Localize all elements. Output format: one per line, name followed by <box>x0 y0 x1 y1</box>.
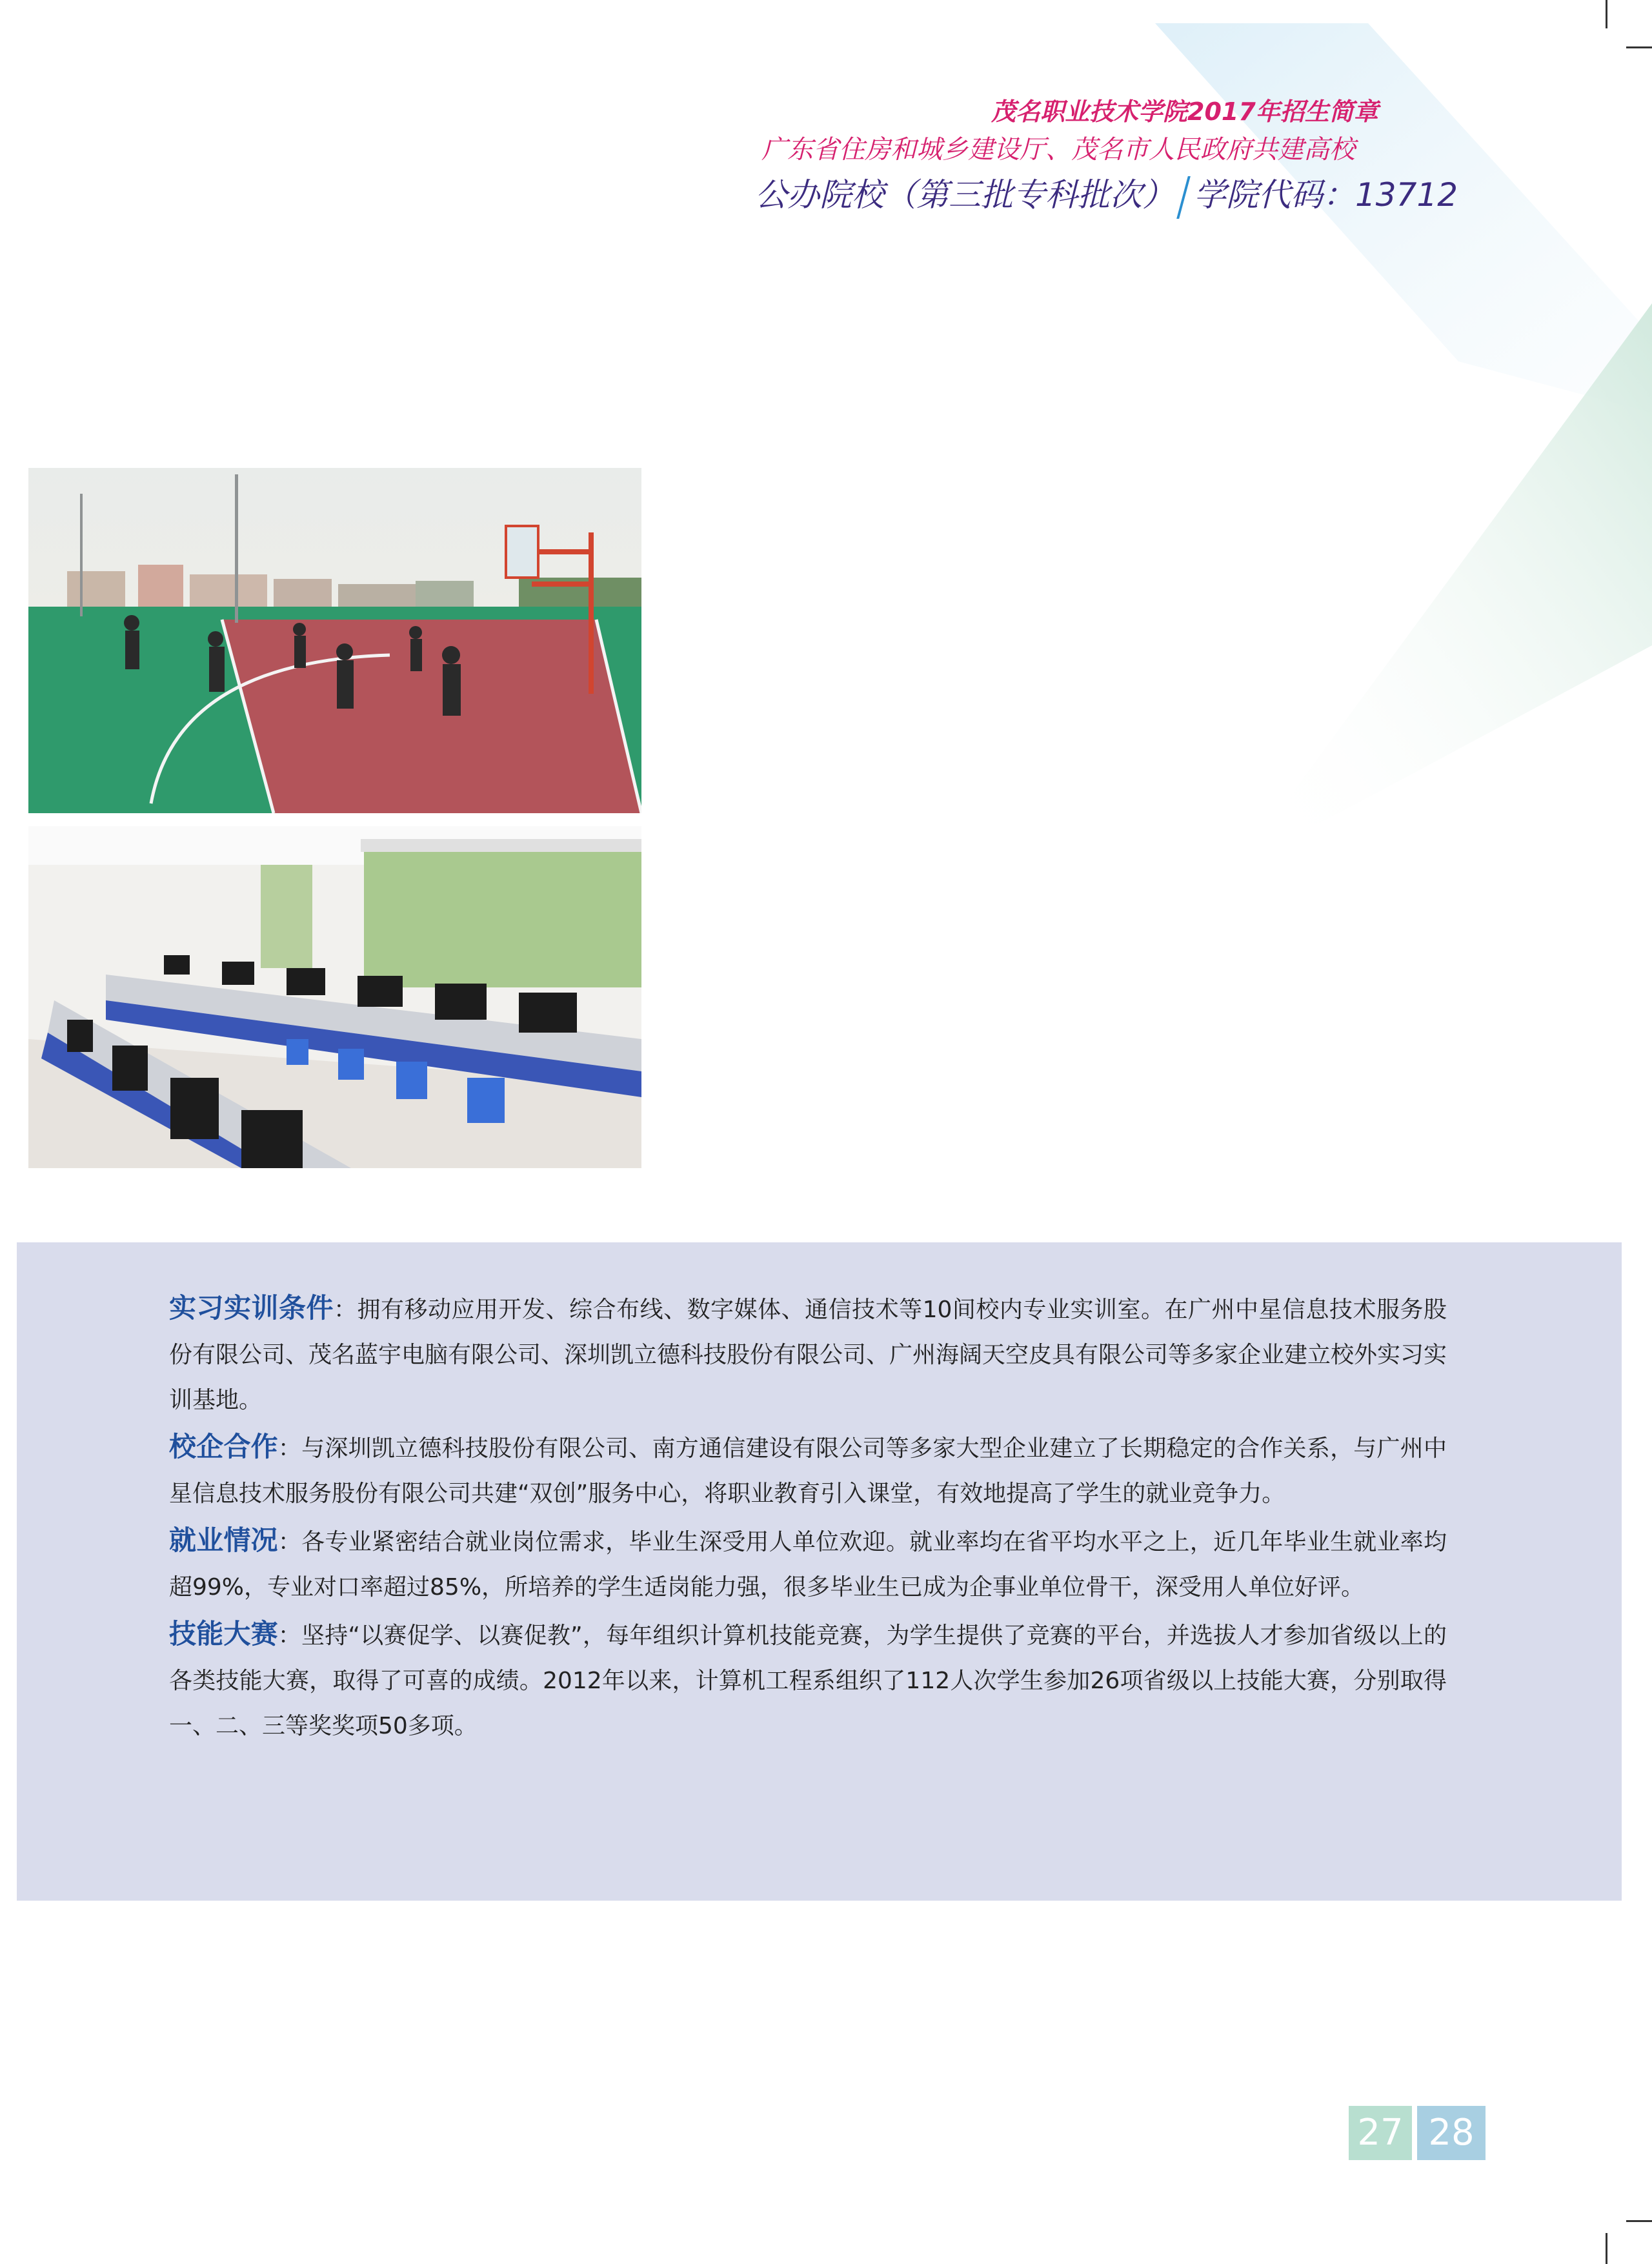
school-code: 学院代码：13712 <box>1194 176 1458 214</box>
section-competition <box>169 1612 1447 1749</box>
section-employment <box>169 1518 1447 1610</box>
co-founders-line: 广东省住房和城乡建设厅、茂名市人民政府共建高校 <box>761 135 1355 165</box>
section-heading: 就业情况 <box>169 1524 278 1556</box>
section-training <box>169 1286 1447 1423</box>
crop-mark-top-right <box>1626 46 1652 48</box>
section-cooperation <box>169 1424 1447 1517</box>
page-number-right: 28 <box>1417 2106 1486 2160</box>
section-body: ：坚持“以赛促学、以赛促教”，每年组织计算机技能竞赛，为学生提供了竞赛的平台，并选拔人才参加省级以上的各类技能大赛，取得了可喜的成绩。2012年以来，计算机工程系组织了112人次学生参加26项省级以上技能大赛，分别取得一、二、三等奖奖项50多项。 <box>169 1622 1447 1739</box>
crop-mark-bottom-right <box>1626 2220 1652 2222</box>
crop-mark-bottom <box>1606 2233 1607 2264</box>
section-heading: 校企合作 <box>169 1431 278 1462</box>
info-panel-text <box>169 1286 1447 1750</box>
page-number-left: 27 <box>1349 2106 1412 2160</box>
header-separator <box>1176 176 1191 219</box>
brochure-title: 茂名职业技术学院2017年招生简章 <box>991 97 1378 126</box>
school-type: 公办院校（第三批专科批次） <box>755 176 1174 214</box>
section-body: ：与深圳凯立德科技股份有限公司、南方通信建设有限公司等多家大型企业建立了长期稳定的合作关系，与广州中星信息技术服务股份有限公司共建“双创”服务中心，将职业教育引入课堂，有效地提高了学生的就业竞争力。 <box>169 1435 1447 1507</box>
section-heading: 实习实训条件 <box>169 1292 334 1324</box>
basketball-court-photo <box>28 468 641 813</box>
section-heading: 技能大赛 <box>169 1618 278 1650</box>
section-body: ：各专业紧密结合就业岗位需求，毕业生深受用人单位欢迎。就业率均在省平均水平之上，近几年毕业生就业率均超99%，专业对口率超过85%，所培养的学生适岗能力强，很多毕业生已成为企事业单位骨干，深受用人单位好评。 <box>169 1529 1447 1601</box>
computer-lab-photo <box>28 826 641 1168</box>
section-body: ：拥有移动应用开发、综合布线、数字媒体、通信技术等10间校内专业实训室。在广州中星信息技术服务股份有限公司、茂名蓝宇电脑有限公司、深圳凯立德科技股份有限公司、广州海阔天空皮具有限公司等多家企业建立校外实习实训基地。 <box>169 1297 1447 1413</box>
school-info-line <box>755 169 1652 219</box>
crop-mark-top <box>1606 0 1607 28</box>
